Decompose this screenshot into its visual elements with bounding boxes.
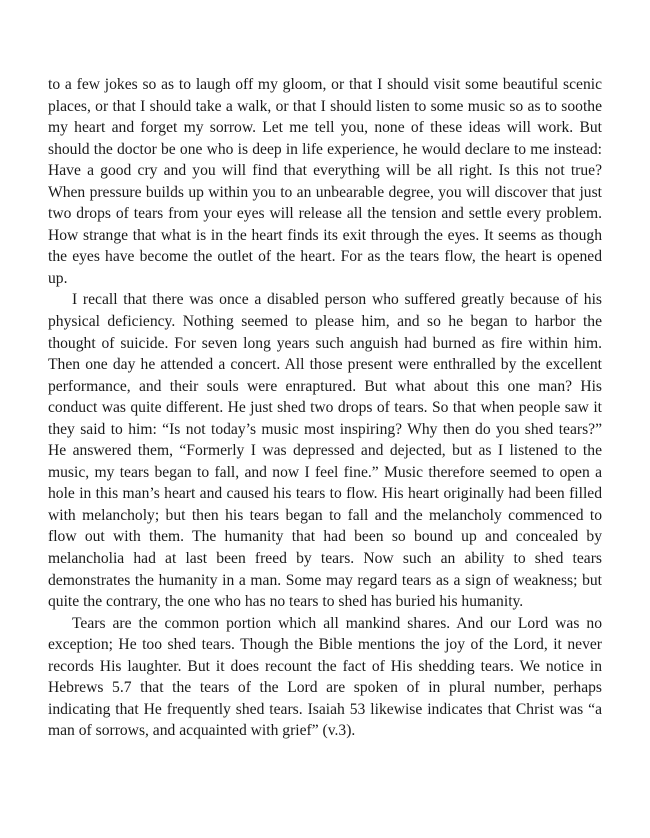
page-body bbox=[48, 74, 602, 742]
paragraph-continuation: to a few jokes so as to laugh off my gloom, or that I should visit some beautiful scenic places, or that I should take a walk, or that I should listen to some music so as to soothe my heart and forget my sorrow. Let me tell you, none of these ideas will work. But should the doctor be one who is deep in life experience, he would declare to me instead: Have a good cry and you will find that everything will be all right. Is this not true? When pressure builds up within you to an unbearable degree, you will discover that just two drops of tears from your eyes will release all the tension and settle every problem. How strange that what is in the heart finds its exit through the eyes. It seems as though the eyes have become the outlet of the heart. For as the tears flow, the heart is opened up. bbox=[48, 76, 602, 287]
paragraph-lord-tears: Tears are the common portion which all mankind shares. And our Lord was no exception; He too shed tears. Though the Bible mentions the joy of the Lord, it never records His laughter. But it does recount the fact of His shedding tears. We notice in Hebrews 5.7 that the tears of the Lord are spoken of in plural number, perhaps indicating that He frequently shed tears. Isaiah 53 likewise indicates that Christ was “a man of sorrows, and acquainted with grief” (v.3). bbox=[48, 614, 602, 740]
paragraph-disabled-person: I recall that there was once a disabled person who suffered greatly because of his physical deficiency. Nothing seemed to please him, and so he began to harbor the thought of suicide. For seven long years such anguish had burned as fire within him. Then one day he attended a concert. All those present were enthralled by the excellent performance, and their souls were enraptured. But what about this one man? His conduct was quite different. He just shed two drops of tears. So that when people saw it they said to him: “Is not today’s music most inspiring? Why then do you shed tears?” He answered them, “Formerly I was depressed and dejected, but as I listened to the music, my tears began to fall, and now I feel fine.” Music therefore seemed to open a hole in this man’s heart and caused his tears to flow. His heart originally had been filled with melancholy; but then his tears began to fall and the melancholy commenced to flow out with them. The humanity that had been so bound up and concealed by melancholia had at last been freed by tears. Now such an ability to shed tears demonstrates the humanity in a man. Some may regard tears as a sign of weakness; but quite the contrary, the one who has no tears to shed has buried his humanity. bbox=[48, 291, 602, 611]
